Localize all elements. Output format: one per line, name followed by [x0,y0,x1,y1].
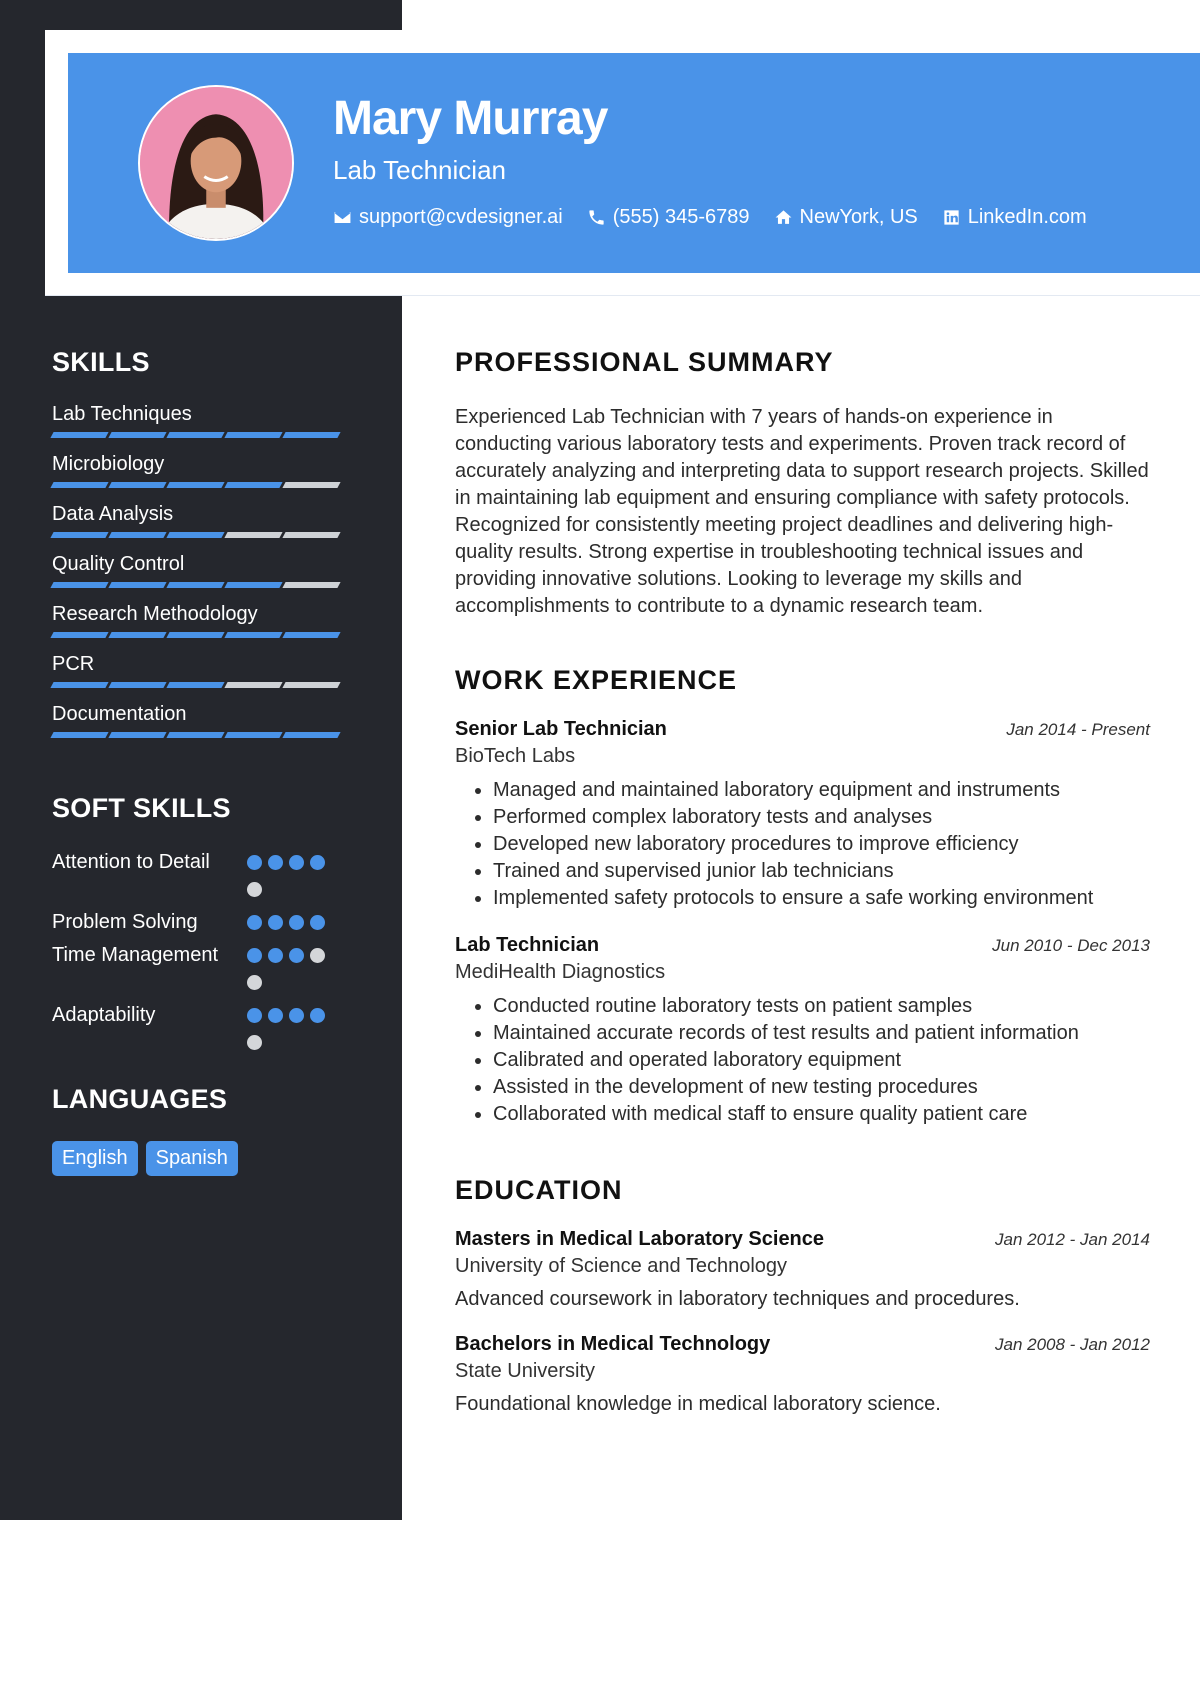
education-description: Advanced coursework in laboratory techniques and procedures. [455,1288,1020,1310]
skill-level-segment [166,482,224,488]
education-header [455,1333,1150,1356]
skill-level-segment [108,632,166,638]
education-section [455,1175,1150,1416]
job-bullet: • Implemented safety protocols to ensure a safe working environment [493,885,1150,912]
job-company: BioTech Labs [455,745,576,767]
job-bullet: • Managed and maintained laboratory equipment and instruments [493,777,1150,804]
job-header [455,718,1150,741]
skill-level-bars [52,432,352,438]
skill-name: Research Methodology [52,603,258,625]
job-bullet: • Assisted in the development of new testing procedures [493,1074,1150,1101]
skill-name: Lab Techniques [52,403,192,425]
soft-skill-dot [268,915,283,930]
skill-level-segment [108,682,166,688]
soft-skill-dot [247,855,262,870]
job-bullet: • Trained and supervised junior lab technicians [493,858,1150,885]
soft-skill-item [52,942,352,1002]
soft-skill-dots [247,909,337,942]
skill-item [52,702,352,752]
skill-level-bars [52,682,352,688]
job-dates: Jun 2010 - Dec 2013 [992,936,1150,955]
skill-level-segment [108,482,166,488]
school-name: University of Science and Technology [455,1255,788,1277]
job-dates: Jan 2014 - Present [1006,720,1150,739]
skill-level-segment [282,582,340,588]
soft-skill-dot [289,948,304,963]
skill-level-segment [282,532,340,538]
skill-level-segment [166,432,224,438]
education-entry [455,1228,1150,1311]
contact-bar [333,206,1111,229]
job-bullet: • Calibrated and operated laboratory equipment [493,1047,1150,1074]
skill-name: Data Analysis [52,503,174,525]
soft-skill-dot [310,948,325,963]
soft-skill-dot [247,1035,262,1050]
soft-skill-name: Time Management [52,944,218,966]
contact-location [774,206,918,229]
skill-name: Documentation [52,703,187,725]
skill-item [52,452,352,502]
languages-section [52,1084,352,1176]
skill-level-segment [224,532,282,538]
job-bullet: • Conducted routine laboratory tests on patient samples [493,993,1150,1020]
skill-level-segment [50,432,108,438]
job-bullet: • Performed complex laboratory tests and analyses [493,804,1150,831]
skill-name: Quality Control [52,553,185,575]
soft-skill-dot [247,975,262,990]
soft-skill-dot [247,1008,262,1023]
soft-skill-dot [268,1008,283,1023]
home-icon [774,208,793,227]
soft-skill-dot [289,855,304,870]
job-bullet: • Maintained accurate records of test results and patient information [493,1020,1150,1047]
skill-level-segment [50,732,108,738]
skill-level-segment [166,732,224,738]
work-list [455,718,1150,1128]
job-entry [455,934,1150,1128]
header-banner [68,53,1200,273]
skill-level-bars [52,582,352,588]
skill-level-segment [282,632,340,638]
skill-level-segment [166,632,224,638]
summary-section [455,347,1150,620]
linkedin-icon [942,208,961,227]
soft-skills-section [52,793,352,1062]
skill-level-segment [282,482,340,488]
education-header [455,1228,1150,1251]
contact-email[interactable] [333,206,563,229]
soft-skill-dot [289,1008,304,1023]
soft-skill-dot [247,882,262,897]
contact-phone[interactable] [587,206,750,229]
phone-icon [587,208,606,227]
skill-name: Microbiology [52,453,165,475]
languages-list [52,1141,352,1176]
work-section [455,665,1150,1128]
job-company: MediHealth Diagnostics [455,961,666,983]
soft-skill-item [52,909,352,942]
job-bullet: • Collaborated with medical staff to ensure quality patient care [493,1101,1150,1128]
soft-skill-dots [247,942,337,1002]
candidate-name: Mary Murray [333,92,608,145]
contact-phone-text: (555) 345-6789 [612,206,750,228]
soft-skills-list [52,849,352,1062]
degree-title: Masters in Medical Laboratory Science [455,1228,825,1250]
skill-level-segment [282,432,340,438]
education-list [455,1228,1150,1416]
soft-skill-dots [247,1002,337,1062]
skill-name: PCR [52,653,95,675]
contact-linkedin[interactable] [942,206,1087,229]
job-title: Lab Technician [455,934,600,956]
soft-skill-dot [310,915,325,930]
soft-skill-dot [268,948,283,963]
skills-list [52,402,352,752]
soft-skill-dot [268,855,283,870]
skill-level-segment [224,732,282,738]
skill-level-segment [166,532,224,538]
job-bullets [455,777,1150,912]
contact-location-text: NewYork, US [799,206,918,228]
soft-skill-dot [310,1008,325,1023]
skill-level-segment [108,732,166,738]
skill-level-segment [224,632,282,638]
skill-item [52,402,352,452]
skill-level-bars [52,482,352,488]
language-badge: English [52,1141,138,1176]
skill-level-segment [50,682,108,688]
skill-item [52,552,352,602]
skill-level-segment [224,682,282,688]
skill-level-segment [108,432,166,438]
avatar-photo-icon [140,87,292,239]
summary-heading: PROFESSIONAL SUMMARY [455,347,834,377]
language-badge: Spanish [146,1141,238,1176]
soft-skill-item [52,849,352,909]
skills-section [52,347,352,752]
skill-level-segment [50,482,108,488]
work-heading: WORK EXPERIENCE [455,665,738,695]
skill-level-segment [224,482,282,488]
education-dates: Jan 2012 - Jan 2014 [994,1230,1150,1249]
job-entry [455,718,1150,912]
skill-level-segment [50,632,108,638]
soft-skill-dots [247,849,337,909]
skill-level-bars [52,732,352,738]
soft-skills-heading: SOFT SKILLS [52,793,231,823]
skill-level-bars [52,532,352,538]
education-description: Foundational knowledge in medical laboratory science. [455,1393,941,1415]
skills-heading: SKILLS [52,347,150,377]
skill-level-segment [50,532,108,538]
job-header [455,934,1150,957]
avatar [138,85,294,241]
soft-skill-name: Problem Solving [52,911,198,933]
skill-level-segment [166,682,224,688]
education-dates: Jan 2008 - Jan 2012 [994,1335,1150,1354]
summary-text: Experienced Lab Technician with 7 years of hands-on experience in conducting various laboratory tests and experiments. Proven track record of accurately analyzing and interpreting data to support research projects. Skilled in maintaining lab equipment and ensuring compliance with safety protocols. Recognized for consistently meeting project deadlines and delivering high-quality results. Strong expertise in troubleshooting technical issues and providing innovative solutions. Looking to leverage my skills and accomplishments to contribute to a dynamic research team. [455,406,1149,617]
soft-skill-name: Adaptability [52,1004,156,1026]
candidate-title: Lab Technician [333,155,506,185]
skill-level-bars [52,632,352,638]
education-heading: EDUCATION [455,1175,623,1205]
education-entry [455,1333,1150,1416]
contact-linkedin-text: LinkedIn.com [967,206,1087,228]
job-title: Senior Lab Technician [455,718,667,740]
degree-title: Bachelors in Medical Technology [455,1333,771,1355]
soft-skill-dot [247,948,262,963]
skill-level-segment [108,532,166,538]
languages-heading: LANGUAGES [52,1084,228,1114]
contact-email-text: support@cvdesigner.ai [359,206,563,228]
school-name: State University [455,1360,596,1382]
soft-skill-dot [289,915,304,930]
skill-item [52,652,352,702]
job-bullets [455,993,1150,1128]
soft-skill-item [52,1002,352,1062]
skill-level-segment [282,682,340,688]
skill-item [52,602,352,652]
soft-skill-dot [310,855,325,870]
skill-level-segment [166,582,224,588]
skill-level-segment [282,732,340,738]
skill-level-segment [50,582,108,588]
envelope-icon [333,208,352,227]
soft-skill-dot [247,915,262,930]
skill-level-segment [224,432,282,438]
job-bullet: • Developed new laboratory procedures to improve efficiency [493,831,1150,858]
soft-skill-name: Attention to Detail [52,851,210,873]
skill-level-segment [224,582,282,588]
skill-level-segment [108,582,166,588]
skill-item [52,502,352,552]
